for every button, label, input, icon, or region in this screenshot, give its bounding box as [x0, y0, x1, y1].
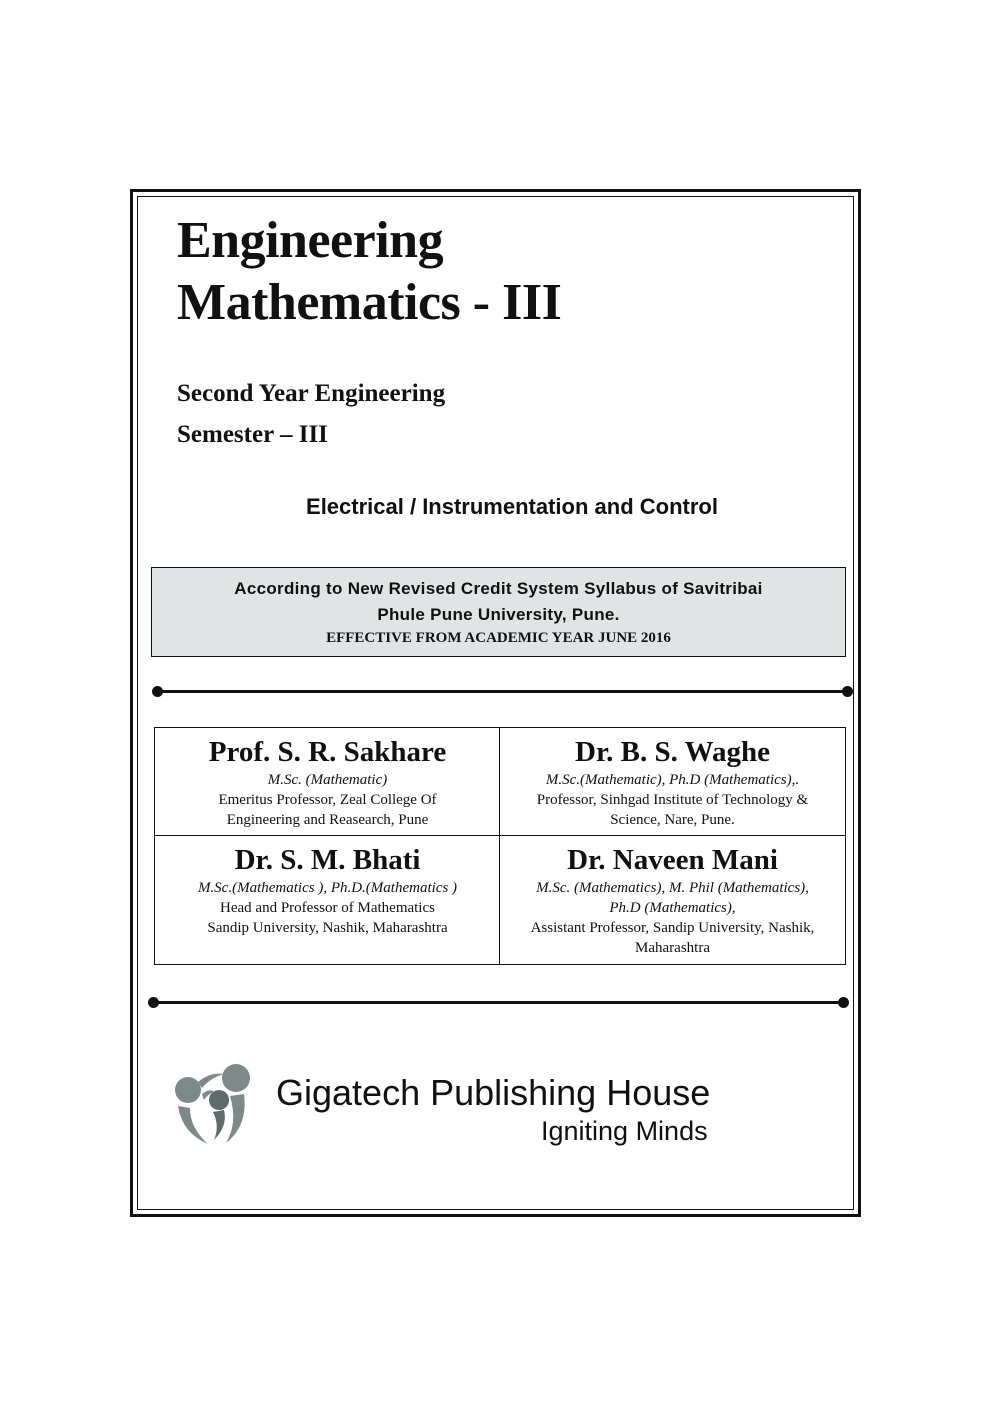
divider: [153, 1001, 844, 1004]
author-name: Dr. B. S. Waghe: [575, 736, 770, 768]
author-name: Dr. S. M. Bhati: [234, 844, 421, 876]
divider: [157, 690, 848, 693]
branch: Electrical / Instrumentation and Control: [306, 494, 718, 519]
author-affiliation: Professor, Sinhgad Institute of Technology &: [536, 792, 809, 808]
author-cell: [500, 728, 845, 830]
year: Second Year Engineering: [177, 380, 446, 407]
author-qualification: M.Sc.(Mathematics ), Ph.D.(Mathematics ): [197, 880, 458, 896]
book-title: [177, 210, 561, 334]
author-name: Prof. S. R. Sakhare: [208, 736, 447, 768]
publisher-tagline: Igniting Minds: [541, 1116, 708, 1146]
author-affiliation: Sandip University, Nashik, Maharashtra: [207, 920, 448, 936]
syllabus-line: Phule Pune University, Pune.: [377, 605, 620, 624]
syllabus-line: According to New Revised Credit System Syllabus of Savitribai: [234, 579, 763, 598]
author-qualification: M.Sc. (Mathematic): [267, 772, 388, 788]
people-circle-logo-icon: [168, 1058, 258, 1148]
author-affiliation: Engineering and Reasearch, Pune: [226, 812, 429, 828]
author-affiliation: Maharashtra: [635, 940, 710, 956]
semester: Semester – III: [177, 421, 328, 448]
publisher-name: Gigatech Publishing House: [276, 1072, 711, 1113]
author-cell: [155, 836, 500, 938]
authors-table: [154, 727, 846, 965]
author-qualification: M.Sc. (Mathematics), M. Phil (Mathematics),: [536, 880, 809, 896]
author-qualification: Ph.D (Mathematics),: [609, 900, 736, 916]
title-line: Engineering: [177, 212, 444, 269]
author-affiliation: Emeritus Professor, Zeal College Of: [218, 792, 437, 808]
author-affiliation: Head and Professor of Mathematics: [220, 900, 435, 916]
author-cell: [500, 836, 845, 958]
title-line: Mathematics - III: [177, 274, 562, 331]
author-name: Dr. Naveen Mani: [567, 844, 778, 876]
author-affiliation: Assistant Professor, Sandip University, Nashik,: [530, 920, 815, 936]
effective-year: EFFECTIVE FROM ACADEMIC YEAR JUNE 2016: [326, 630, 671, 646]
author-cell: [155, 728, 500, 830]
author-affiliation: Science, Nare, Pune.: [610, 812, 735, 828]
syllabus-box: [151, 567, 846, 657]
author-qualification: M.Sc.(Mathematic), Ph.D (Mathematics),.: [545, 772, 800, 788]
